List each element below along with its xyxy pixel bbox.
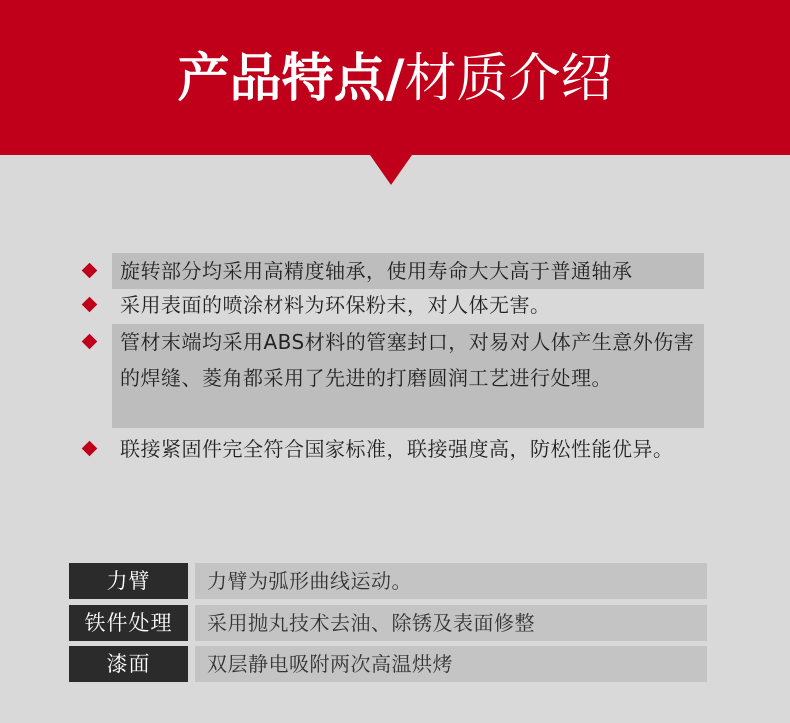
feature-text: 旋转部分均采用高精度轴承，使用寿命大大高于普通轴承 bbox=[112, 253, 704, 289]
feature-text: 管材末端均采用ABS材料的管塞封口，对易对人体产生意外伤害的焊缝、菱角都采用了先进的打磨圆润工艺进行处理。 bbox=[112, 324, 704, 428]
feature-text: 采用表面的喷涂材料为环保粉末，对人体无害。 bbox=[120, 293, 551, 317]
diamond-bullet-icon bbox=[82, 263, 98, 279]
diamond-bullet-icon bbox=[82, 297, 98, 313]
spec-label: 力臂 bbox=[69, 563, 188, 599]
spec-value: 采用抛丸技术去油、除锈及表面修整 bbox=[195, 605, 707, 641]
diamond-bullet-icon bbox=[82, 441, 98, 457]
diamond-bullet-icon bbox=[82, 334, 98, 350]
spec-value: 力臂为弧形曲线运动。 bbox=[195, 563, 707, 599]
spec-label: 铁件处理 bbox=[69, 605, 188, 641]
spec-value: 双层静电吸附两次高温烘烤 bbox=[195, 646, 707, 682]
spec-label: 漆面 bbox=[69, 646, 188, 682]
page-title-main: 产品特点/ bbox=[177, 49, 405, 109]
header-banner bbox=[0, 0, 790, 155]
down-arrow-icon bbox=[370, 155, 412, 185]
feature-text: 联接紧固件完全符合国家标准，联接强度高，防松性能优异。 bbox=[120, 437, 674, 461]
page-title bbox=[0, 44, 790, 114]
page-title-sub: 材质介绍 bbox=[404, 49, 613, 109]
